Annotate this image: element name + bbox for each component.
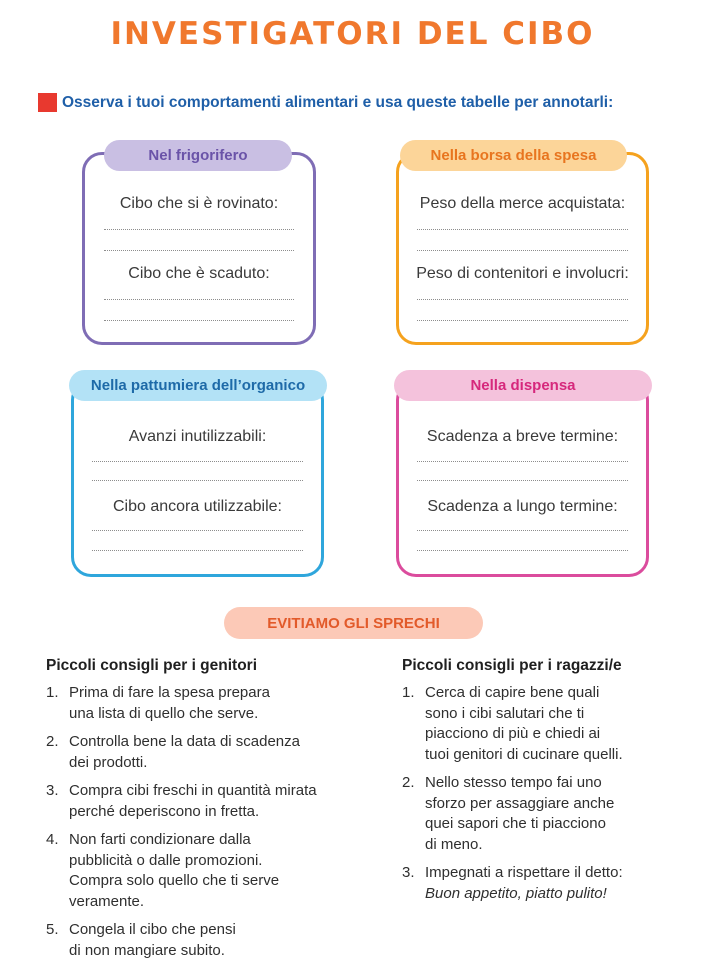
write-line[interactable] [417,480,628,481]
write-line[interactable] [417,530,628,531]
write-line[interactable] [417,461,628,462]
write-line[interactable] [104,250,294,251]
card-title-frigorifero: Nel frigorifero [104,140,292,171]
page-title: INVESTIGATORI DEL CIBO [110,16,595,52]
field-label: Cibo che si è rovinato: [119,195,279,212]
write-line[interactable] [417,320,628,321]
red-square-icon [38,93,57,112]
field-label: Scadenza a lungo termine: [427,498,618,515]
list-item: 2. Controlla bene la data di scadenza dei prodotti. [46,733,300,771]
tips-parents-list [46,683,376,961]
list-item: 1. Prima di fare la spesa prepara una lista di quello che serve. [46,684,270,722]
intro-instruction [38,93,678,112]
intro-text: Osserva i tuoi comportamenti alimentari e usa queste tabelle per annotarli: [62,93,614,111]
motto-text: Buon appetito, piatto pulito! [425,884,607,902]
list-item: 1. Cerca di capire bene quali sono i cibi salutari che ti piacciono di più e chiedi ai tuoi genitori di cucinare quelli. [402,684,623,763]
card-pattumiera-organico [71,380,324,577]
field-label: Cibo ancora utilizzabile: [113,498,282,515]
write-line[interactable] [92,461,303,462]
tips-parents-heading: Piccoli consigli per i genitori [46,657,258,674]
write-line[interactable] [417,250,628,251]
list-item: 3. Impegnati a rispettare il detto: Buon appetito, piatto pulito! [402,863,692,904]
field-label: Cibo che è scaduto: [128,265,270,282]
tips-parents [46,657,376,961]
field-label: Peso della merce acquistata: [419,195,626,212]
write-line[interactable] [92,550,303,551]
card-frigorifero [82,152,316,345]
write-line[interactable] [104,320,294,321]
card-borsa-spesa [396,152,649,345]
list-item: 2. Nello stesso tempo fai uno sforzo per assaggiare anche quei sapori che ti piacciono di meno. [402,774,615,853]
write-line[interactable] [104,299,294,300]
tips-kids-heading: Piccoli consigli per i ragazzi/e [402,657,622,674]
field-label: Peso di contenitori e involucri: [416,265,629,282]
write-line[interactable] [92,480,303,481]
write-line[interactable] [104,229,294,230]
tips-kids-list [402,683,692,904]
card-dispensa [396,380,649,577]
tips-kids [402,657,692,904]
card-title-dispensa: Nella dispensa [394,370,652,401]
write-line[interactable] [417,299,628,300]
list-item: 5. Congela il cibo che pensi di non mangiare subito. [46,921,236,959]
card-title-borsa-spesa: Nella borsa della spesa [400,140,627,171]
section-banner: EVITIAMO GLI SPRECHI [224,607,483,639]
list-item: 3. Compra cibi freschi in quantità mirata perché deperiscono in fretta. [46,782,317,820]
write-line[interactable] [417,550,628,551]
card-title-pattumiera-organico: Nella pattumiera dell’organico [69,370,327,401]
write-line[interactable] [417,229,628,230]
list-item: 4. Non farti condizionare dalla pubblicità o dalle promozioni. Compra solo quello che ti serve veramente. [46,831,280,910]
field-label: Avanzi inutilizzabili: [128,428,267,445]
write-line[interactable] [92,530,303,531]
field-label: Scadenza a breve termine: [426,428,619,445]
